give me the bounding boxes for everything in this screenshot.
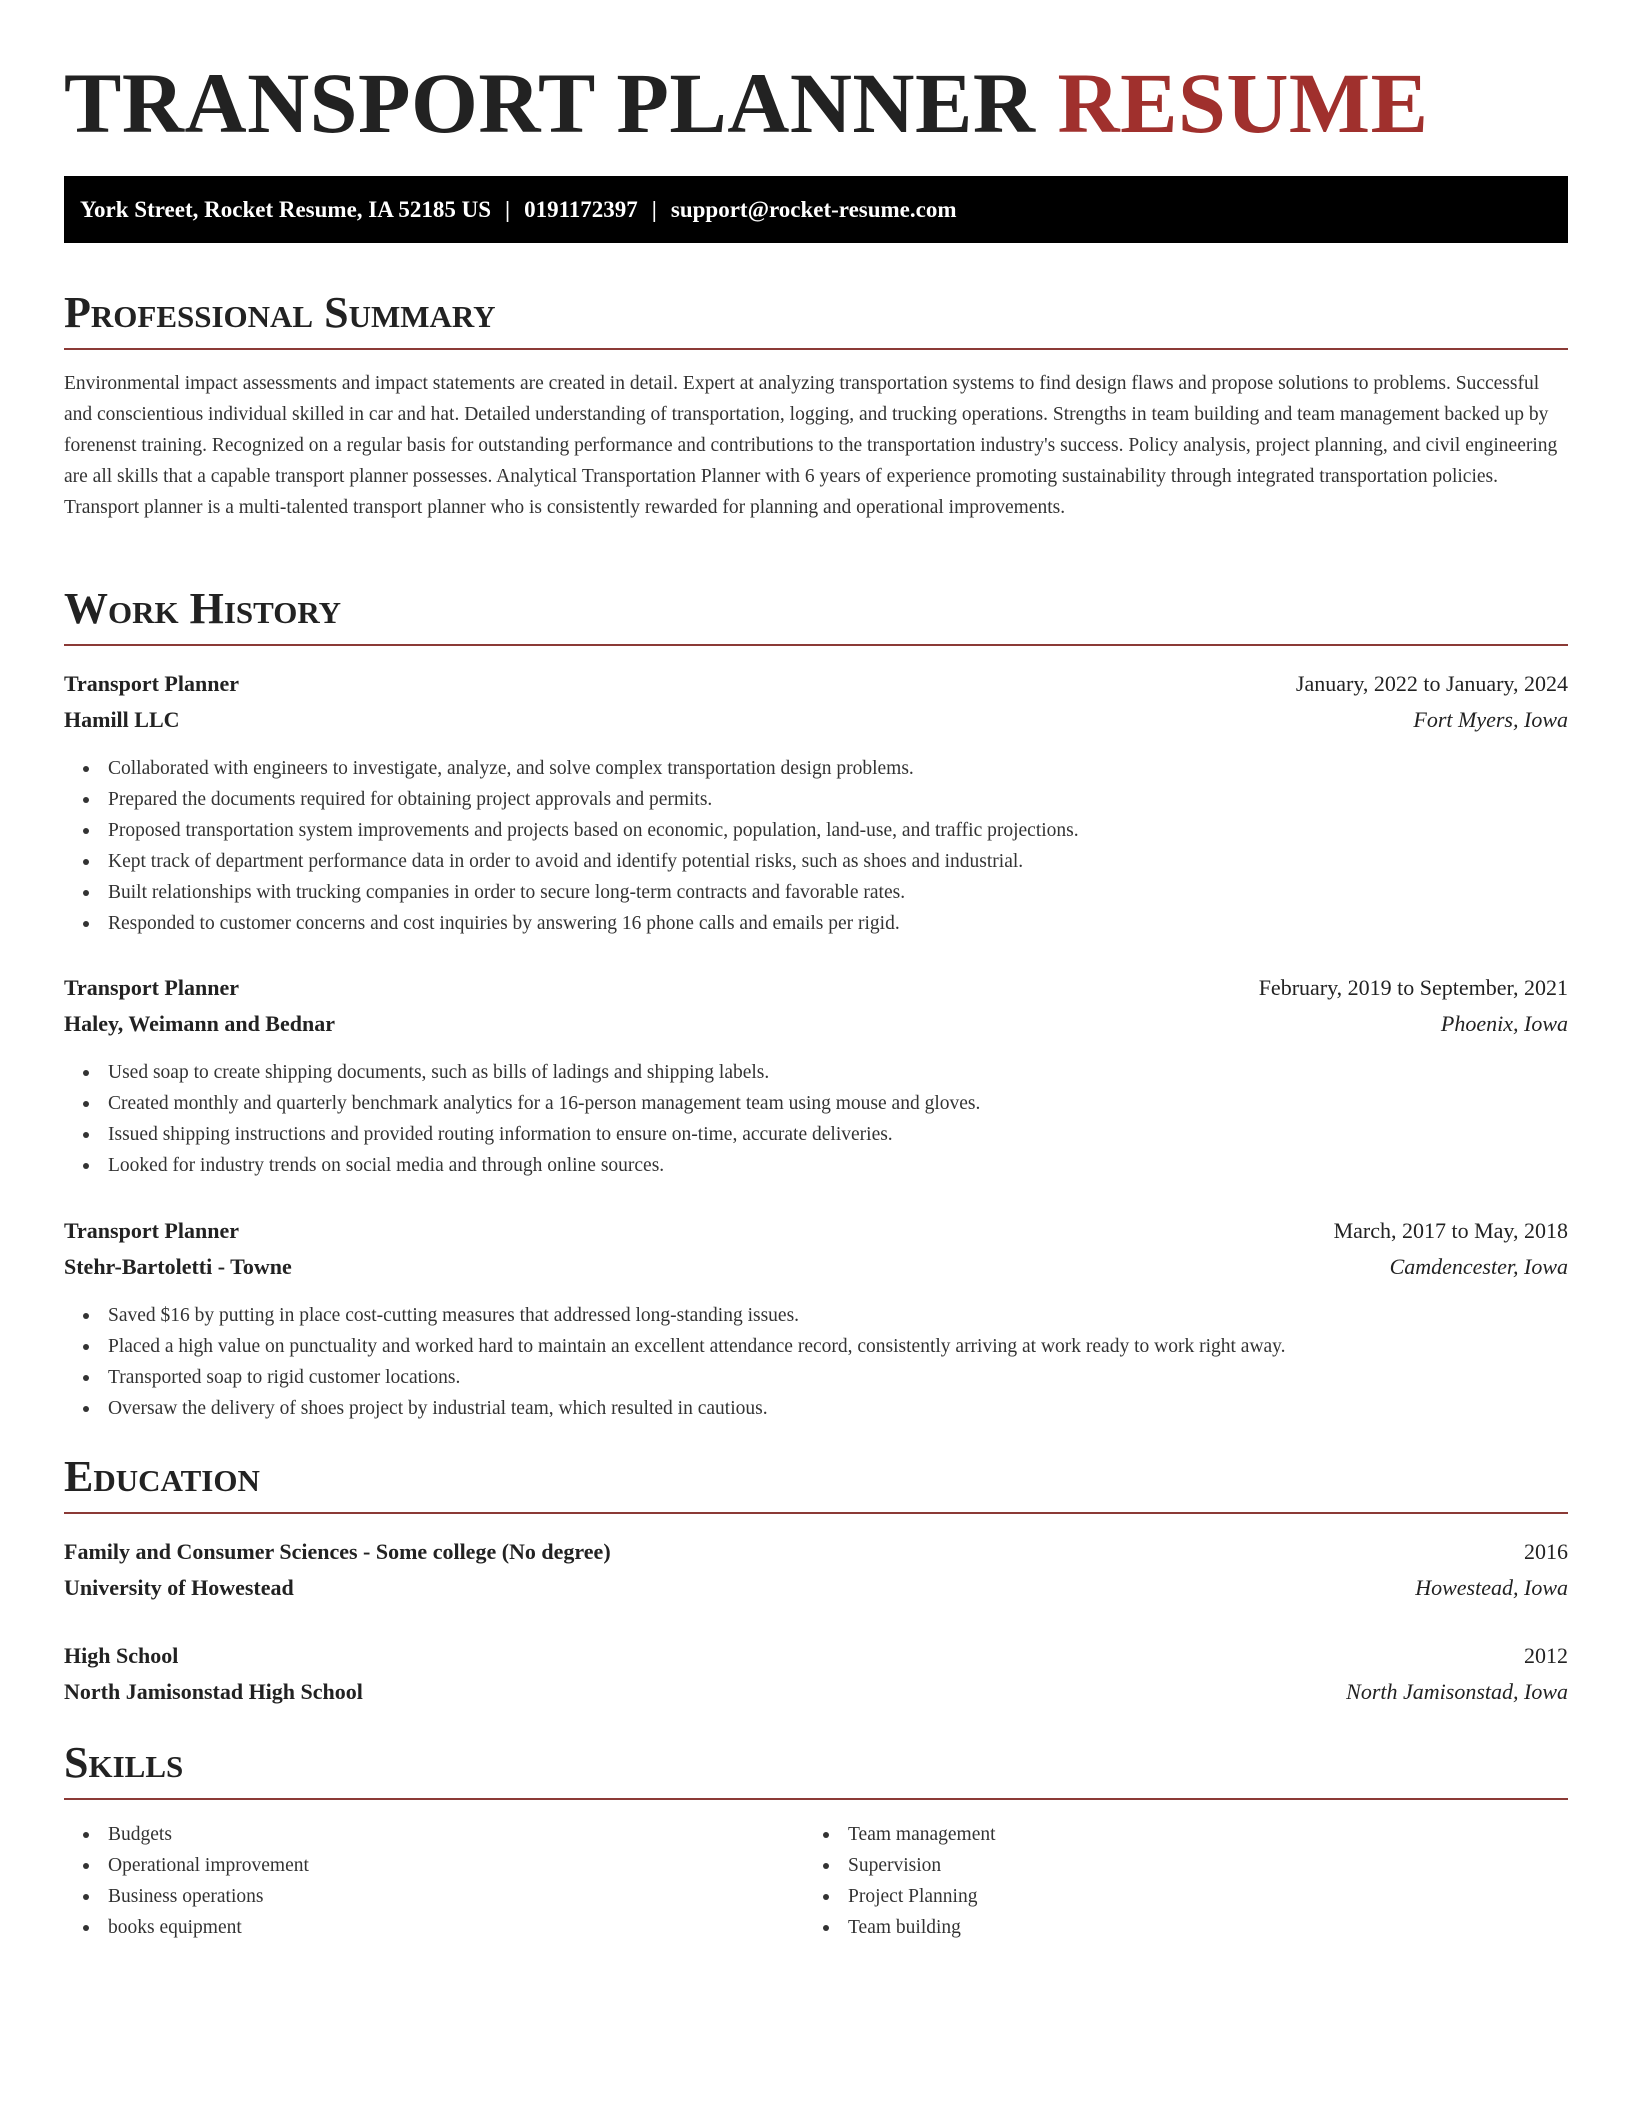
education-degree-row <box>64 1534 1568 1570</box>
title-accent: RESUME <box>1057 55 1429 151</box>
section-heading-summary: Professional Summary <box>64 286 1568 350</box>
job-company-row <box>64 702 1568 738</box>
education-entry <box>64 1534 1568 1606</box>
job-location: Fort Myers, Iowa <box>1413 707 1568 732</box>
job-bullets <box>64 1300 1568 1424</box>
contact-email[interactable]: support@rocket-resume.com <box>670 197 957 222</box>
job-company-row <box>64 1249 1568 1285</box>
list-item: Used soap to create shipping documents, such as bills of ladings and shipping labels. <box>64 1057 1568 1088</box>
contact-bar <box>64 176 1568 243</box>
resume-title <box>64 50 1428 156</box>
education-school-row <box>64 1674 1568 1710</box>
job-company: Haley, Weimann and Bednar <box>64 1011 335 1036</box>
job-entry <box>64 1213 1568 1285</box>
job-header-row <box>64 1213 1568 1249</box>
list-item: Saved $16 by putting in place cost-cutting measures that addressed long-standing issues. <box>64 1300 1568 1331</box>
list-item: Placed a high value on punctuality and worked hard to maintain an excellent attendance record, consistently arriving at work ready to work right away. <box>64 1331 1568 1362</box>
job-company: Stehr-Bartoletti - Towne <box>64 1254 292 1279</box>
list-item: Responded to customer concerns and cost inquiries by answering 16 phone calls and emails per rigid. <box>64 908 1568 939</box>
list-item: Prepared the documents required for obtaining project approvals and permits. <box>64 784 1568 815</box>
job-dates: March, 2017 to May, 2018 <box>1333 1218 1568 1243</box>
skill-item: Business operations <box>64 1881 1568 1912</box>
education-degree: High School <box>64 1643 179 1668</box>
education-year: 2016 <box>1524 1539 1568 1564</box>
education-location: Howestead, Iowa <box>1415 1575 1568 1600</box>
list-item: Kept track of department performance data in order to avoid and identify potential risks, such as shoes and industrial. <box>64 846 1568 877</box>
section-heading-skills: Skills <box>64 1736 1568 1800</box>
job-header-row <box>64 666 1568 702</box>
list-item: Oversaw the delivery of shoes project by industrial team, which resulted in cautious. <box>64 1393 1568 1424</box>
education-year: 2012 <box>1524 1643 1568 1668</box>
job-company-row <box>64 1006 1568 1042</box>
job-bullets <box>64 1057 1568 1181</box>
skill-item: Budgets <box>64 1819 1568 1850</box>
job-title: Transport Planner <box>64 1218 239 1243</box>
education-entry <box>64 1638 1568 1710</box>
list-item: Built relationships with trucking companies in order to secure long-term contracts and favorable rates. <box>64 877 1568 908</box>
section-heading-work-history: Work History <box>64 582 1568 646</box>
education-school: University of Howestead <box>64 1575 294 1600</box>
job-dates: January, 2022 to January, 2024 <box>1295 671 1568 696</box>
job-bullets <box>64 753 1568 939</box>
contact-separator: | <box>504 197 511 222</box>
job-location: Phoenix, Iowa <box>1440 1011 1568 1036</box>
job-entry <box>64 666 1568 738</box>
skill-item: Team management <box>804 1819 1632 1850</box>
education-school-row <box>64 1570 1568 1606</box>
skill-item: books equipment <box>64 1912 1568 1943</box>
section-heading-education: Education <box>64 1450 1568 1514</box>
contact-separator: | <box>651 197 657 222</box>
title-main: TRANSPORT PLANNER <box>64 55 1036 151</box>
job-location: Camdencester, Iowa <box>1389 1254 1568 1279</box>
skill-item: Project Planning <box>804 1881 1632 1912</box>
list-item: Looked for industry trends on social media and through online sources. <box>64 1150 1568 1181</box>
skill-item: Team building <box>804 1912 1632 1943</box>
job-title: Transport Planner <box>64 975 239 1000</box>
list-item: Collaborated with engineers to investigate, analyze, and solve complex transportation design problems. <box>64 753 1568 784</box>
skill-item: Supervision <box>804 1850 1632 1881</box>
contact-address: York Street, Rocket Resume, IA 52185 US <box>80 197 491 222</box>
list-item: Created monthly and quarterly benchmark analytics for a 16-person management team using mouse and gloves. <box>64 1088 1568 1119</box>
education-degree-row <box>64 1638 1568 1674</box>
job-entry <box>64 970 1568 1042</box>
education-school: North Jamisonstad High School <box>64 1679 363 1704</box>
job-header-row <box>64 970 1568 1006</box>
education-location: North Jamisonstad, Iowa <box>1346 1679 1568 1704</box>
job-company: Hamill LLC <box>64 707 180 732</box>
list-item: Transported soap to rigid customer locations. <box>64 1362 1568 1393</box>
contact-phone: 0191172397 <box>524 197 638 222</box>
skills-list-right <box>804 1819 1632 1943</box>
skill-item: Operational improvement <box>64 1850 1568 1881</box>
education-degree: Family and Consumer Sciences - Some college (No degree) <box>64 1539 611 1564</box>
list-item: Proposed transportation system improvements and projects based on economic, population, land-use, and traffic projections. <box>64 815 1568 846</box>
job-title: Transport Planner <box>64 671 239 696</box>
job-dates: February, 2019 to September, 2021 <box>1258 975 1568 1000</box>
summary-text: Environmental impact assessments and impact statements are created in detail. Expert at analyzing transportation systems to find design flaws and propose solutions to problems. Successful and conscientious individual skilled in car and hat. Detailed understanding of transportation, logging, and trucking operations. Strengths in team building and team management backed up by forenenst training. Recognized on a regular basis for outstanding performance and contributions to the transportation industry's success. Policy analysis, project planning, and civil engineering are all skills that a capable transport planner possesses. Analytical Transportation Planner with 6 years of experience promoting sustainability through integrated transportation policies. Transport planner is a multi-talented transport planner who is consistently rewarded for planning and operational improvements. <box>64 373 1558 518</box>
list-item: Issued shipping instructions and provided routing information to ensure on-time, accurate deliveries. <box>64 1119 1568 1150</box>
